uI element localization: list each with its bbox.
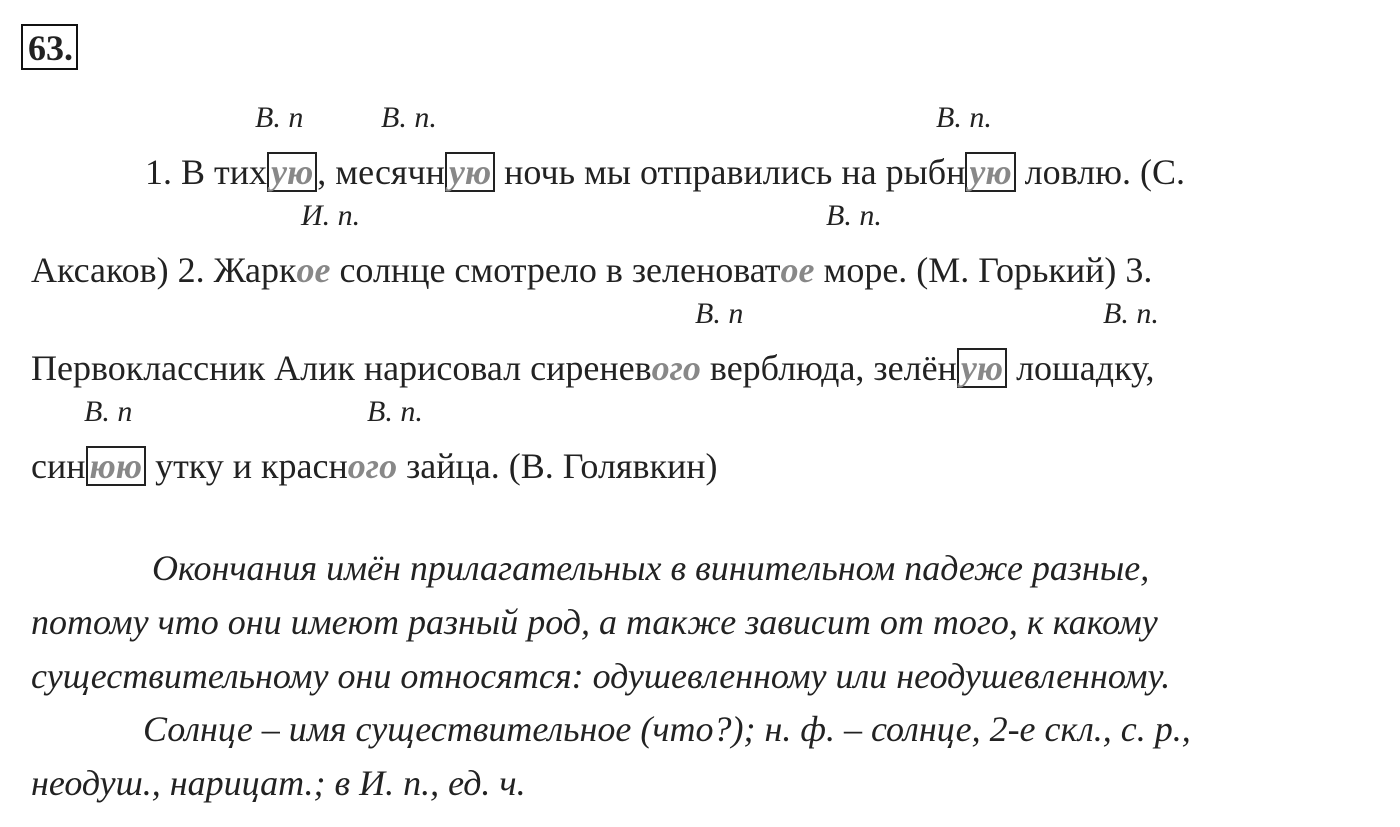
text-fragment: син [31, 446, 86, 486]
ending: ое [780, 250, 815, 290]
case-annotation: В. п [84, 395, 133, 428]
explanation-line: потому что они имеют разный род, а также зависит от того, к какому [31, 602, 1158, 642]
sentence-line-3 [31, 348, 1154, 388]
text-fragment: Аксаков) 2. Жарк [31, 250, 297, 290]
case-annotation: В. п. [1103, 297, 1159, 330]
explanation-line: Окончания имён прилагательных в винительном падеже разные, [152, 548, 1150, 588]
ending-boxed: ую [445, 152, 495, 192]
case-annotation: В. п [695, 297, 744, 330]
text-fragment: ночь мы отправились на рыбн [495, 152, 966, 192]
explanation-line: существительному они относятся: одушевленному или неодушевленному. [31, 656, 1171, 696]
task-number: 63. [21, 24, 78, 70]
explanation-line: неодуш., нарицат.; в И. п., ед. ч. [31, 763, 526, 803]
sentence-line-4 [31, 446, 718, 486]
case-annotation: В. п [255, 101, 304, 134]
ending: ого [651, 348, 701, 388]
case-annotation: В. п. [381, 101, 437, 134]
explanation-line: Солнце – имя существительное (что?); н. ф. – солнце, 2-е скл., с. р., [143, 709, 1191, 749]
text-fragment: верблюда, зелён [700, 348, 957, 388]
ending: ого [347, 446, 398, 486]
text-fragment: , месячн [317, 152, 445, 192]
text-fragment: зайца. (В. Голявкин) [397, 446, 718, 486]
sentence-line-1 [145, 152, 1185, 192]
case-annotation: В. п. [936, 101, 992, 134]
sentence-line-2 [31, 250, 1152, 290]
text-fragment: солнце смотрело в зеленоват [330, 250, 781, 290]
case-annotation: И. п. [301, 199, 361, 232]
case-annotation: В. п. [826, 199, 882, 232]
ending-boxed: юю [86, 446, 147, 486]
text-fragment: Первоклассник Алик нарисовал сиренев [31, 348, 652, 388]
ending-boxed: ую [267, 152, 317, 192]
text-fragment: ловлю. (С. [1015, 152, 1185, 192]
text-fragment: 1. В тих [145, 152, 268, 192]
ending-boxed: ую [957, 348, 1007, 388]
text-fragment: море. (М. Горький) 3. [814, 250, 1153, 290]
text-fragment: лошадку, [1007, 348, 1155, 388]
text-fragment: утку и красн [146, 446, 348, 486]
ending-boxed: ую [965, 152, 1015, 192]
case-annotation: В. п. [367, 395, 423, 428]
ending: ое [296, 250, 331, 290]
